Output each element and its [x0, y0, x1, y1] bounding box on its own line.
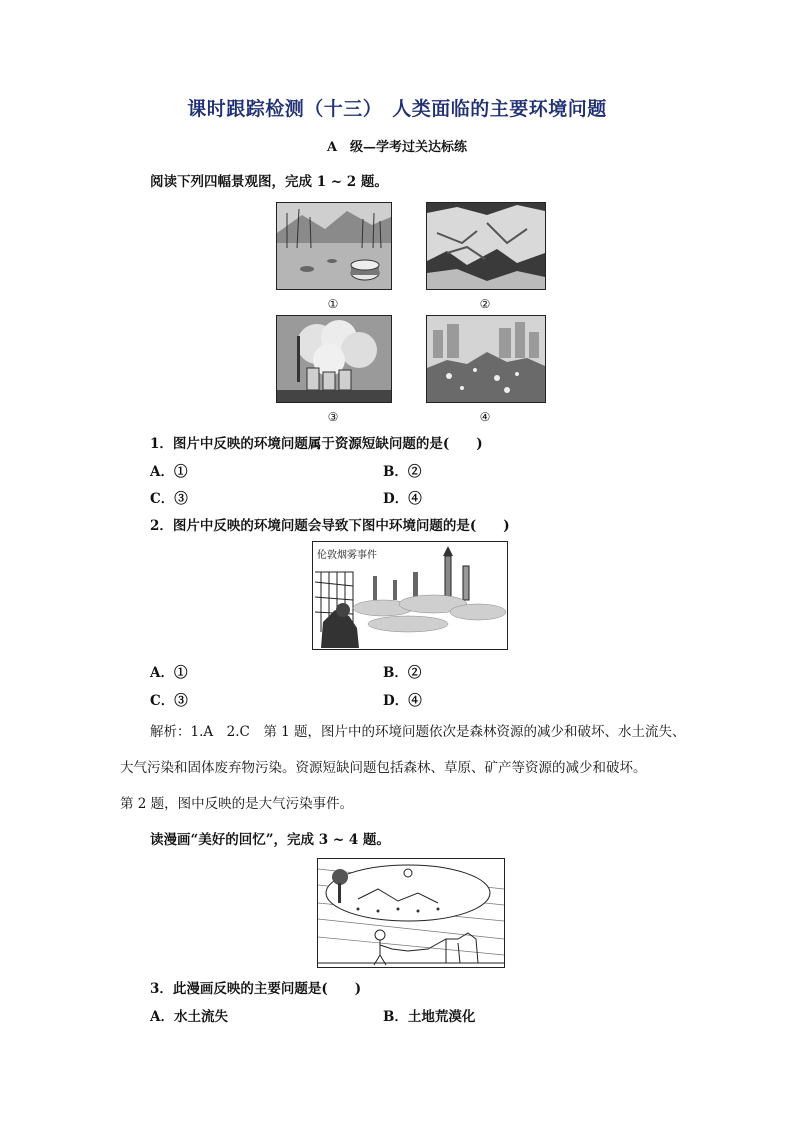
page-title: 课时跟踪检测（十三） 人类面临的主要环境问题 [187, 98, 607, 120]
photo-label-1: ① [327, 297, 339, 311]
answer-line-1: 解析：1.A 2.C 第 1 题，图片中的环境问题依次是森林资源的减少和破坏、水土流失、 [150, 724, 686, 740]
q1-option-b[interactable]: B．② [383, 464, 422, 480]
q3-option-a[interactable]: A．水土流失 [150, 1009, 228, 1025]
q2-option-c[interactable]: C．③ [150, 693, 188, 709]
photo-label-3: ③ [327, 410, 339, 424]
cartoon-figure [317, 858, 505, 968]
answer-line-3: 第 2 题，图中反映的是大气污染事件。 [120, 796, 354, 812]
question-1-stem: 1．图片中反映的环境问题属于资源短缺问题的是( ) [150, 436, 483, 452]
figure-caption: 伦敦烟雾事件 [317, 550, 377, 561]
deforestation-photo [276, 202, 392, 290]
instruction-1: 阅读下列四幅景观图，完成 1 ~ 2 题。 [150, 174, 388, 190]
question-2-stem: 2．图片中反映的环境问题会导致下图中环境问题的是( ) [150, 518, 510, 534]
q1-option-c[interactable]: C．③ [150, 491, 188, 507]
instruction-2: 读漫画“美好的回忆”，完成 3 ~ 4 题。 [150, 832, 390, 848]
air-pollution-photo [276, 315, 392, 403]
q2-option-a[interactable]: A．① [150, 665, 188, 681]
q1-option-d[interactable]: D．④ [383, 491, 422, 507]
section-level: A 级—学考过关达标练 [326, 140, 468, 155]
photo-label-2: ② [479, 297, 491, 311]
photo-label-4: ④ [479, 410, 491, 424]
q3-option-b[interactable]: B．土地荒漠化 [383, 1009, 476, 1025]
soil-erosion-photo [426, 202, 546, 290]
q2-option-d[interactable]: D．④ [383, 693, 422, 709]
q1-option-a[interactable]: A．① [150, 464, 188, 480]
answer-line-2: 大气污染和固体废弃物污染。资源短缺问题包括森林、草原、矿产等资源的减少和破坏。 [120, 760, 647, 776]
q2-option-b[interactable]: B．② [383, 665, 422, 681]
solid-waste-photo [426, 315, 546, 403]
question-3-stem: 3．此漫画反映的主要问题是( ) [150, 981, 362, 997]
